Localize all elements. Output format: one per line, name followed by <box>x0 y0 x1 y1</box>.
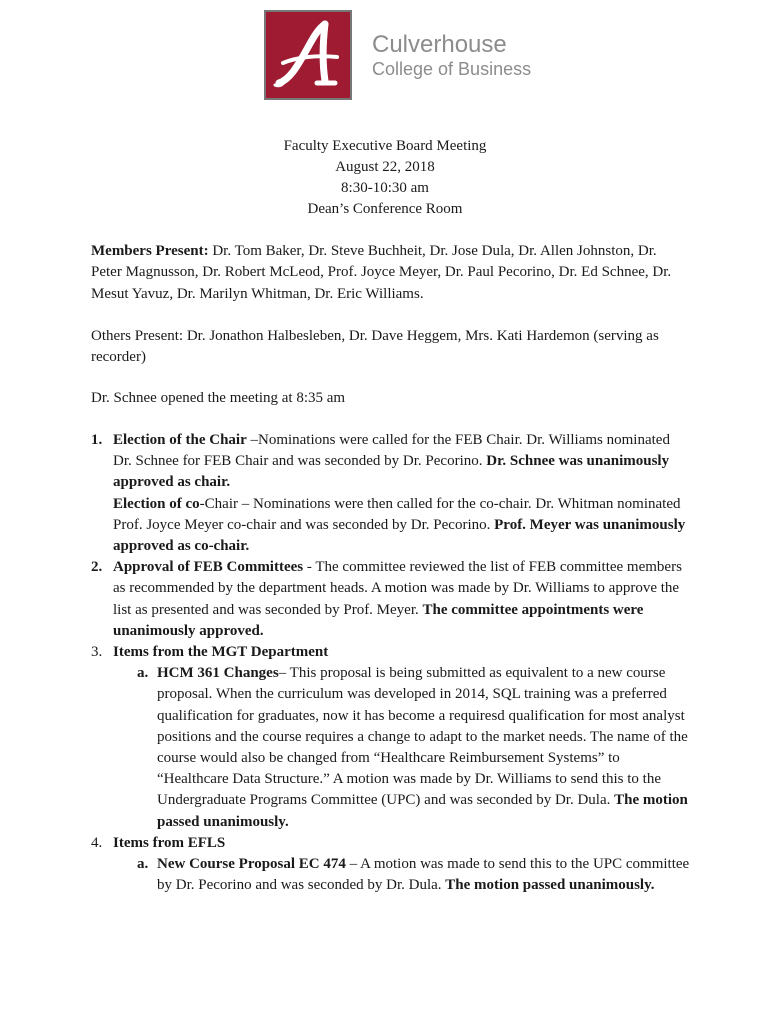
item-text: –Nominations were called for the FEB Chair. Dr. Williams nominated Dr. Schnee for FEB Chair and was seconded by Dr. Pecorino. <box>113 432 670 470</box>
meeting-opened: Dr. Schnee opened the meeting at 8:35 am <box>91 390 346 406</box>
college-name-line1: Culverhouse <box>372 30 507 58</box>
item-heading: Items from EFLS <box>113 834 226 851</box>
subitem-letter: a. <box>137 665 149 682</box>
college-wordmark <box>372 30 532 79</box>
item-text: - The committee reviewed the list of FEB committee members as recommended by the department heads. A motion was made by Dr. Williams to approve the list as presented and was seconded by Prof. Meyer. <box>113 559 682 618</box>
agenda-item <box>91 833 691 854</box>
item-result: Dr. Schnee was unanimously approved as chair. <box>113 453 670 491</box>
members-list: Dr. Tom Baker, Dr. Steve Buchheit, Dr. Jose Dula, Dr. Allen Johnston, Dr. Peter Magnusson, Dr. Robert McLeod, Prof. Joyce Meyer, Dr. Paul Pecorino, Dr. Ed Schnee, Dr. Mesut Yavuz, Dr. Marilyn Whitman, Dr. Eric Williams. <box>91 243 672 302</box>
item-heading: Approval of FEB Committees <box>113 559 304 576</box>
members-label: Members Present: <box>91 243 209 259</box>
item-heading-cochair: Election of co <box>113 495 200 512</box>
agenda-item <box>91 642 691 663</box>
college-name-line2: College of Business <box>372 58 532 79</box>
subitem-letter: a. <box>137 856 149 873</box>
agenda-subitem <box>91 663 691 833</box>
item-number: 3. <box>91 644 103 661</box>
subitem-result: The motion passed unanimously. <box>445 877 655 894</box>
item-heading-cochair-rest: -Chair <box>199 495 238 512</box>
item-heading: Election of the Chair <box>113 432 247 448</box>
item-heading: Items from the MGT Department <box>113 644 329 661</box>
item-number: 4. <box>91 834 103 851</box>
meeting-location: Dean’s Conference Room <box>307 201 463 217</box>
meeting-time: 8:30-10:30 am <box>341 180 429 196</box>
subitem-heading: HCM 361 Changes <box>157 665 279 682</box>
item-number: 1. <box>91 432 103 448</box>
item-result-cochair: Prof. Meyer was unanimously approved as co-chair. <box>113 516 686 555</box>
agenda-list <box>91 430 691 896</box>
agenda-item <box>91 557 691 642</box>
subitem-text: – A motion was made to send this to the UPC committee by Dr. Pecorino and was seconded by Dr. Dula. <box>157 856 690 894</box>
meeting-title: Faculty Executive Board Meeting <box>283 138 487 154</box>
item-text-cochair: – Nominations were then called for the co-chair. Dr. Whitman nominated Prof. Joyce Meyer co-chair and was seconded by Dr. Pecorino. <box>113 495 681 533</box>
item-result: The committee appointments were unanimously approved. <box>113 601 644 639</box>
meeting-date: August 22, 2018 <box>335 159 435 175</box>
members-present <box>91 241 691 305</box>
college-logo <box>264 10 531 100</box>
meeting-header <box>0 136 770 220</box>
subitem-text: – This proposal is being submitted as equivalent to a new course proposal. When the curriculum was developed in 2014, SQL training was a preferred qualification for graduates, now it has become a requiresd qualification for most analyst positions and the course requires a change to adapt to the market needs. The name of the course would also be changed from “Healthcare Reimbursement Systems” to “Healthcare Data Structure.” A motion was made by Dr. Williams to send this to the Undergraduate Programs Committee (UPC) and was seconded by Dr. Dula. <box>157 665 688 809</box>
logo-emblem <box>264 10 352 100</box>
others-present: Others Present: Dr. Jonathon Halbesleben, Dr. Dave Heggem, Mrs. Kati Hardemon (serving as recorder) <box>91 328 659 366</box>
item-number: 2. <box>91 559 103 576</box>
subitem-heading: New Course Proposal EC 474 <box>157 856 346 873</box>
agenda-item <box>91 430 691 557</box>
agenda-subitem <box>91 854 691 896</box>
script-a-icon <box>273 19 343 91</box>
subitem-result: The motion passed unanimously. <box>157 792 688 830</box>
